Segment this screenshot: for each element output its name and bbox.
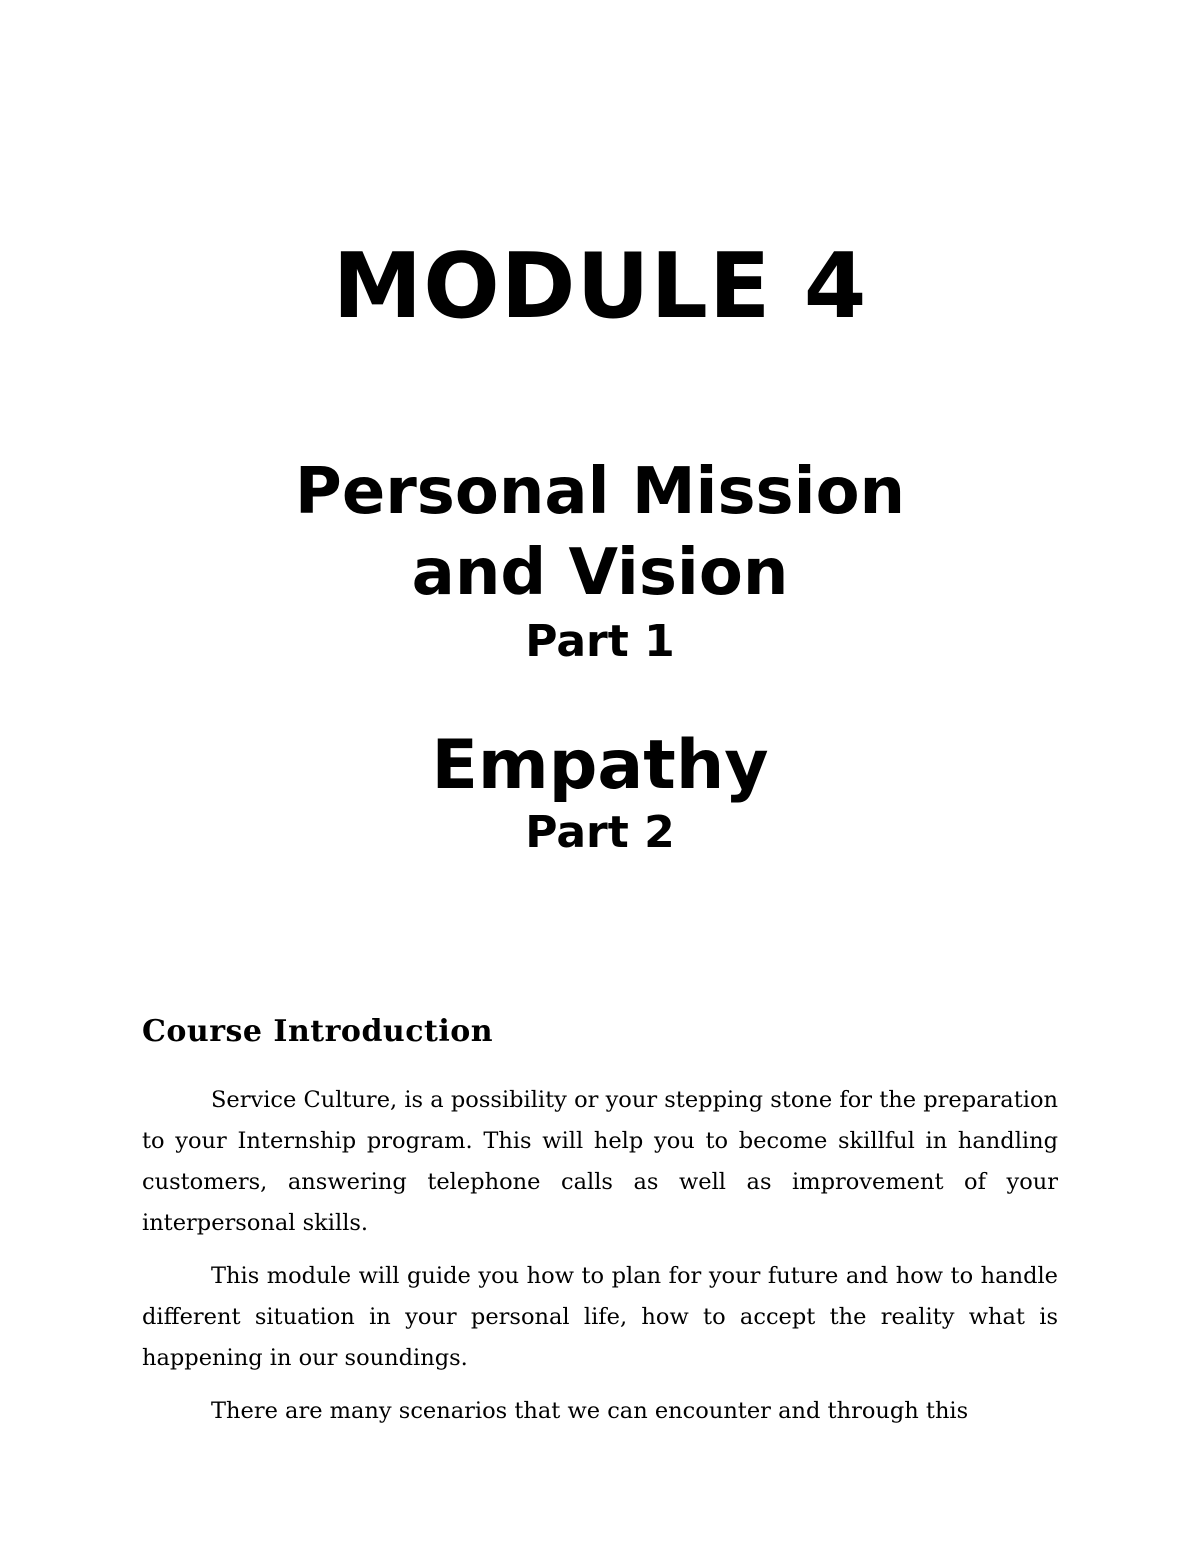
course-introduction-heading: Course Introduction <box>142 1014 494 1049</box>
part1-title-line1: Personal Mission <box>294 455 906 529</box>
intro-paragraph-1: Service Culture, is a possibility or your stepping stone for the preparation to your Internship program. This will help you to become skillful in handling customers, answering telephone calls as well as improvement of your interpersonal skills. <box>142 1087 1058 1236</box>
part2-label: Part 2 <box>525 807 675 858</box>
part2-title: Empathy <box>431 726 769 805</box>
intro-paragraph-2: This module will guide you how to plan for your future and how to handle different situation in your personal life, how to accept the reality what is happening in our soundings. <box>142 1263 1058 1371</box>
part1-label: Part 1 <box>525 616 675 667</box>
intro-paragraph-3: There are many scenarios that we can encounter and through this <box>211 1398 969 1424</box>
part1-title-line2: and Vision <box>411 536 789 610</box>
module-title: MODULE 4 <box>332 234 868 339</box>
